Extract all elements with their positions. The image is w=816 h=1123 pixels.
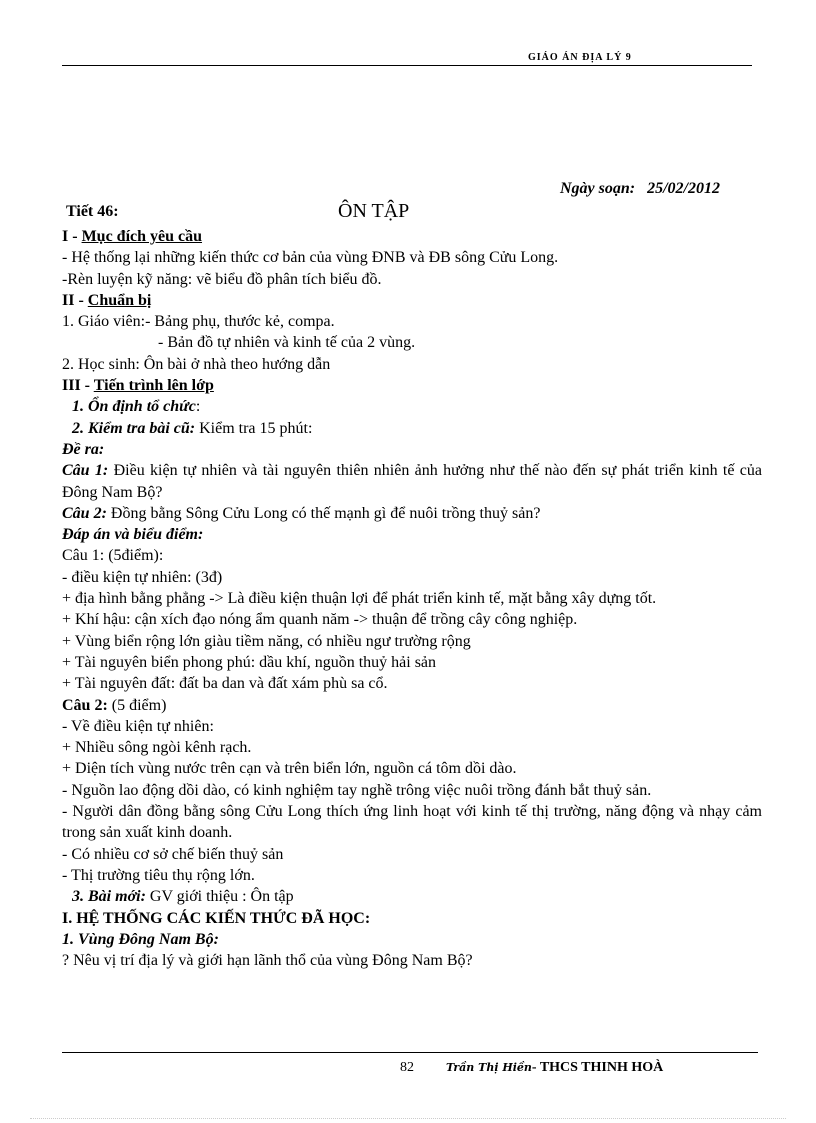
section-heading: I - Mục đích yêu cầu	[62, 228, 203, 245]
answer-2-heading: Câu 2: (5 điểm)	[62, 696, 167, 714]
subsection-line: 1. Ổn định tổ chức:	[72, 398, 201, 416]
section-heading: III - Tiến trình lên lớp	[62, 377, 214, 395]
answer-line: + Tài nguyên biển phong phú: dầu khí, nguồn thuỷ hải sản	[62, 653, 437, 671]
answer-line: + Vùng biển rộng lớn giàu tiềm năng, có nhiều ngư trường rộng	[62, 632, 471, 650]
text-line: - Bản đồ tự nhiên và kinh tế của 2 vùng.	[158, 334, 416, 352]
answer-line: - Nguồn lao động dồi dào, có kinh nghiệm tay nghề trông việc nuôi trồng đánh bắt thuỷ sản.	[62, 781, 652, 799]
text-line: - Hệ thống lại những kiến thức cơ bản của vùng ĐNB và ĐB sông Cửu Long.	[62, 249, 559, 267]
footer-rule	[62, 1052, 758, 1053]
answer-line: + Nhiều sông ngòi kênh rạch.	[62, 739, 252, 757]
document-body	[62, 226, 762, 971]
text-line: -Rèn luyện kỹ năng: vẽ biểu đồ phân tích biểu đồ.	[62, 270, 382, 288]
question-1: Câu 1: Điều kiện tự nhiên và tài nguyên thiên nhiên ảnh hưởng như thế nào đến sự phát triển kinh tế của Đông Nam Bộ?	[62, 462, 762, 501]
exam-heading: Đề ra:	[62, 440, 105, 458]
answer-1-heading: Câu 1: (5điểm):	[62, 547, 164, 565]
answer-line: - điều kiện tự nhiên: (3đ)	[62, 568, 223, 586]
question-2: Câu 2: Đồng bằng Sông Cửu Long có thế mạnh gì để nuôi trồng thuỷ sản?	[62, 504, 541, 522]
answer-line: + Tài nguyên đất: đất ba dan và đất xám phù sa cổ.	[62, 675, 388, 693]
page-border	[30, 1118, 786, 1119]
subsection-line: 3. Bài mới: GV giới thiệu : Ôn tập	[72, 888, 294, 906]
page-number: 82	[400, 1060, 414, 1075]
section-heading: II - Chuẩn bị	[62, 291, 152, 309]
subsection-line: 2. Kiểm tra bài cũ: Kiểm tra 15 phút:	[72, 419, 313, 437]
part-subheading: 1. Vùng Đông Nam Bộ:	[62, 930, 219, 948]
running-header: GIÁO ÁN ĐỊA LÝ 9	[528, 52, 632, 63]
answer-line: - Người dân đồng bằng sông Cửu Long thích ứng linh hoạt với kinh tế thị trường, năng động và nhạy cảm trong sản xuất kinh doanh.	[62, 803, 762, 842]
header-rule	[62, 65, 752, 66]
school-name: - THCS THINH HOÀ	[531, 1060, 664, 1075]
question-line: ? Nêu vị trí địa lý và giới hạn lãnh thổ của vùng Đông Nam Bộ?	[62, 952, 473, 970]
author-signature: Trần Thị Hiền	[446, 1061, 532, 1074]
part-heading: I. HỆ THỐNG CÁC KIẾN THỨC ĐÃ HỌC:	[62, 909, 371, 927]
lesson-number: Tiết 46:	[66, 203, 119, 220]
text-line: 2. Học sinh: Ôn bài ở nhà theo hướng dẫn	[62, 355, 331, 373]
answer-line: + địa hình bằng phẳng -> Là điều kiện thuận lợi để phát triển kinh tế, mặt bằng xây dựng tốt.	[62, 590, 657, 608]
answer-line: - Về điều kiện tự nhiên:	[62, 717, 214, 735]
answer-line: - Thị trường tiêu thụ rộng lớn.	[62, 866, 255, 884]
date-label: Ngày soạn:	[560, 180, 636, 197]
answer-line: - Có nhiều cơ sở chế biến thuỷ sản	[62, 845, 284, 863]
date-value: 25/02/2012	[647, 180, 720, 197]
footer-author	[446, 1060, 663, 1076]
answer-line: + Diện tích vùng nước trên cạn và trên biển lớn, nguồn cá tôm dồi dào.	[62, 760, 517, 778]
page-title: ÔN TẬP	[338, 200, 410, 222]
text-line: 1. Giáo viên:- Bảng phụ, thước kẻ, compa.	[62, 313, 335, 331]
preparation-date	[560, 180, 720, 198]
answer-heading: Đáp án và biểu điểm:	[62, 526, 204, 544]
answer-line: + Khí hậu: cận xích đạo nóng ẩm quanh năm -> thuận để trồng cây công nghiệp.	[62, 611, 578, 629]
